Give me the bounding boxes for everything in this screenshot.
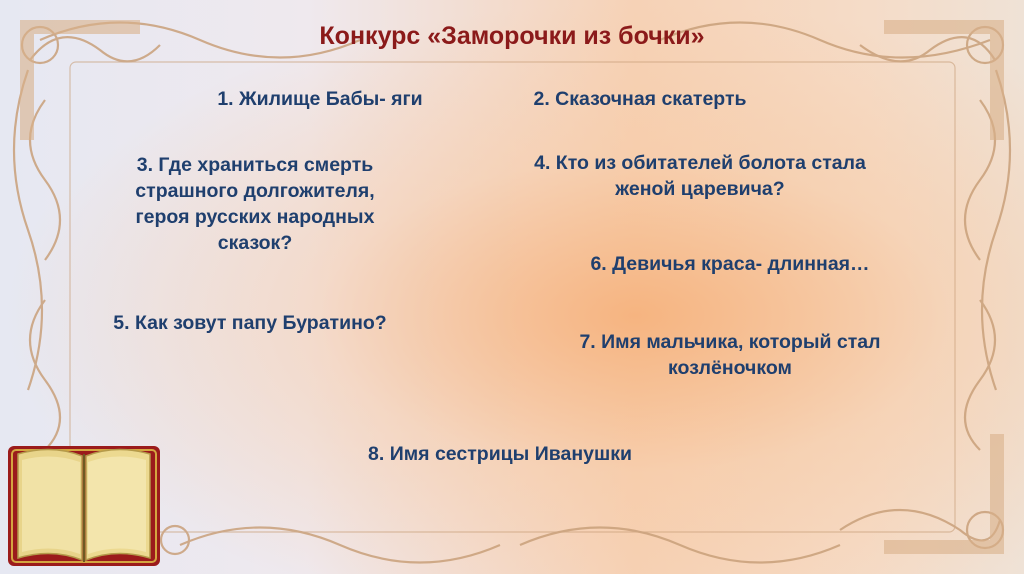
question-7: 7. Имя мальчика, который стал козлёночком [579,331,881,379]
question-3: 3. Где храниться смерть страшного долгожителя, героя русских народных сказок? [135,154,375,254]
question-6: 6. Девичья краса- длинная… [590,253,870,275]
question-2: 2. Сказочная скатерть [533,88,747,110]
open-book-icon [4,438,164,570]
slide-title: Конкурс «Заморочки из бочки» [319,22,705,50]
question-1: 1. Жилище Бабы- яги [217,88,423,110]
question-5: 5. Как зовут папу Буратино? [113,312,387,334]
question-4: 4. Кто из обитателей болота стала женой царевича? [534,152,866,200]
question-8: 8. Имя сестрицы Иванушки [368,443,632,465]
